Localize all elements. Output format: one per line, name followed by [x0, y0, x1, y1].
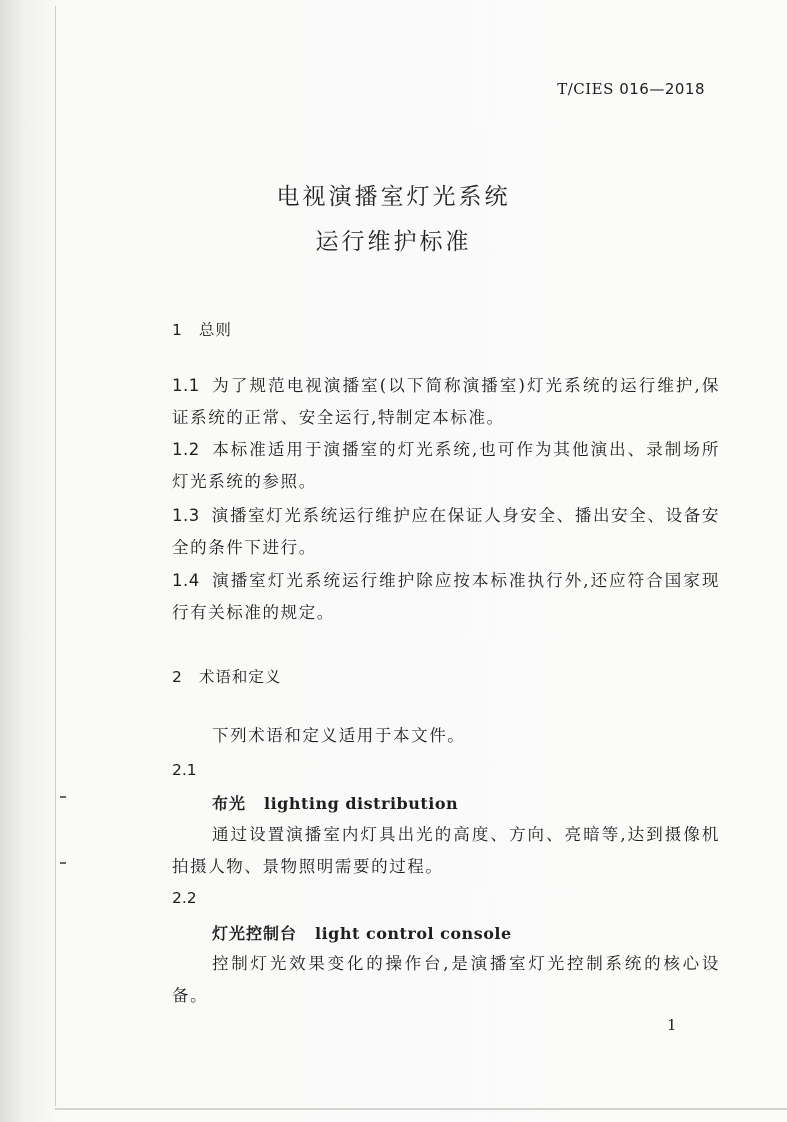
clause-1-3 [172, 500, 720, 564]
clause-1-1 [172, 370, 720, 434]
clause-text: 演播室灯光系统运行维护应在保证人身安全、播出安全、设备安全的条件下进行。 [172, 506, 720, 557]
term-title [212, 921, 512, 944]
standard-code [557, 80, 705, 98]
term-english: light control console [315, 924, 512, 943]
standard-prefix: T/CIES [557, 80, 614, 98]
clause-text: 本标准适用于演播室的灯光系统,也可作为其他演出、录制场所灯光系统的参照。 [172, 440, 720, 491]
page-binding-edge [55, 6, 56, 1106]
term-english: lighting distribution [264, 794, 459, 813]
document-title-line-2: 运行维护标准 [315, 229, 472, 255]
section-title: 术语和定义 [198, 668, 282, 686]
clause-number: 1.1 [172, 376, 200, 395]
clause-text: 为了规范电视演播室(以下简称演播室)灯光系统的运行维护,保证系统的正常、安全运行,特制定本标准。 [172, 376, 720, 427]
punch-mark [60, 862, 66, 864]
page-bottom-edge [55, 1108, 787, 1110]
term-number: 2.1 [172, 761, 197, 779]
clause-number: 1.3 [172, 506, 200, 525]
term-number: 2.2 [172, 889, 197, 907]
clause-number: 1.2 [172, 440, 200, 459]
term-definition: 通过设置演播室内灯具出光的高度、方向、亮暗等,达到摄像机拍摄人物、景物照明需要的过程。 [172, 825, 720, 876]
section-number: 1 [172, 321, 183, 339]
clause-1-4 [172, 565, 720, 629]
term-definition: 控制灯光效果变化的操作台,是演播室灯光控制系统的核心设备。 [172, 954, 720, 1005]
section-2-heading [172, 665, 281, 687]
term-chinese: 布光 [212, 794, 247, 813]
clause-number: 1.4 [172, 571, 200, 590]
section-number: 2 [172, 668, 183, 686]
clause-text: 演播室灯光系统运行维护除应按本标准执行外,还应符合国家现行有关标准的规定。 [172, 571, 720, 622]
section-1-heading [172, 318, 232, 340]
standard-number: 016—2018 [619, 80, 705, 98]
term-title [212, 791, 458, 814]
section-title: 总则 [198, 321, 232, 339]
section-2-intro: 下列术语和定义适用于本文件。 [212, 726, 466, 745]
page-number: 1 [667, 1016, 677, 1034]
punch-mark [60, 796, 66, 798]
document-title-line-1: 电视演播室灯光系统 [276, 184, 511, 210]
term-chinese: 灯光控制台 [212, 924, 298, 943]
clause-1-2 [172, 434, 720, 498]
